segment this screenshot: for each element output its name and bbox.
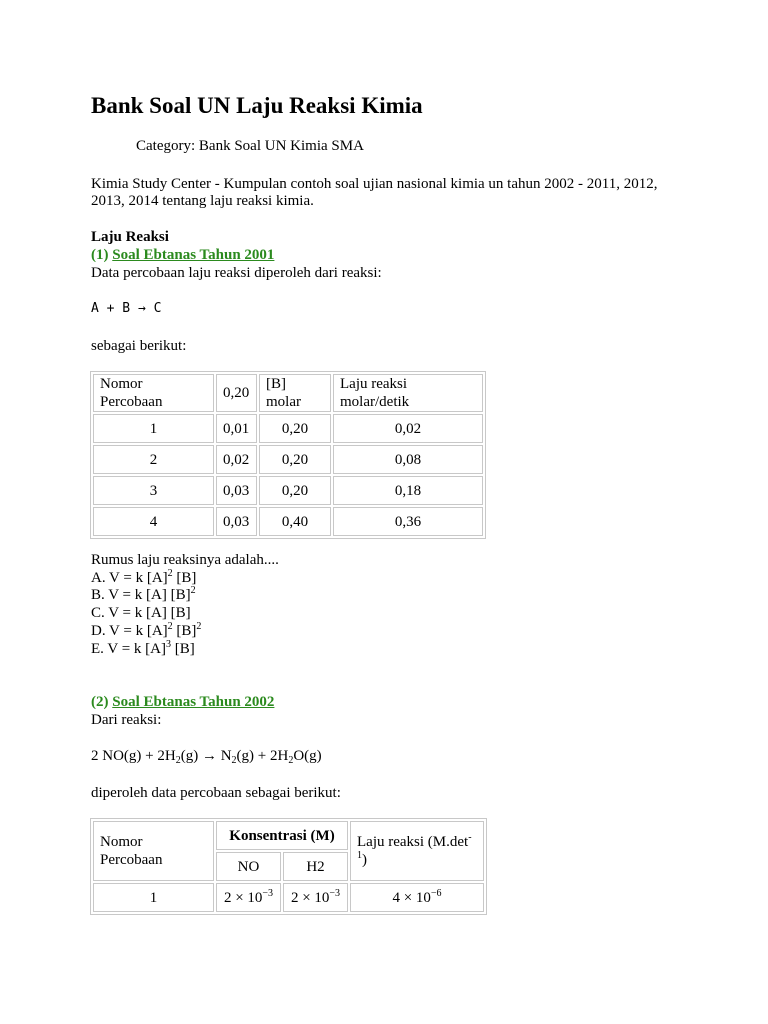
category-line: Category: Bank Soal UN Kimia SMA bbox=[136, 138, 364, 154]
table-cell bbox=[216, 883, 281, 912]
table-cell: 0,40 bbox=[259, 507, 331, 536]
q1-option-b bbox=[91, 586, 196, 604]
table-header-cell: Nomor Percobaan bbox=[93, 821, 214, 881]
table-cell: 0,01 bbox=[216, 414, 257, 443]
q2-heading bbox=[91, 693, 274, 711]
option-exponent: 3 bbox=[166, 639, 171, 650]
table-header-row bbox=[93, 821, 484, 850]
option-text: E. V = k [A] bbox=[91, 641, 166, 657]
table-cell: 1 bbox=[93, 414, 214, 443]
option-exponent: 2 bbox=[196, 621, 202, 632]
q1-option-c bbox=[91, 604, 191, 622]
option-text: [B] bbox=[172, 570, 197, 586]
table-cell: 0,02 bbox=[216, 445, 257, 474]
table-cell: 0,18 bbox=[333, 476, 483, 505]
table-cell: 0,08 bbox=[333, 445, 483, 474]
cell-exponent: −3 bbox=[262, 887, 274, 899]
table-header-cell: Laju reaksi molar/detik bbox=[333, 374, 483, 412]
q1-source-link[interactable]: Soal Ebtanas Tahun 2001 bbox=[112, 247, 275, 263]
table-cell: 2 bbox=[93, 445, 214, 474]
cell-base: 2 × 10 bbox=[223, 889, 263, 906]
intro-line-2: 2013, 2014 tentang laju reaksi kimia. bbox=[91, 193, 314, 209]
table-cell: 1 bbox=[93, 883, 214, 912]
table-header-cell: H2 bbox=[283, 852, 348, 881]
q1-option-e bbox=[91, 640, 195, 658]
table-row bbox=[93, 476, 483, 505]
reaction-text: (g) + 2H bbox=[236, 748, 289, 764]
reaction-text: O(g) bbox=[293, 748, 322, 764]
table-cell: 0,36 bbox=[333, 507, 483, 536]
option-text: B. V = k [A] [B] bbox=[91, 587, 191, 603]
option-text: C. V = k [A] [B] bbox=[91, 605, 191, 621]
table-header-row bbox=[93, 374, 483, 412]
q2-number: (2) bbox=[91, 694, 109, 710]
reaction-text: (g) → N bbox=[180, 748, 232, 764]
table-header-cell: NO bbox=[216, 852, 281, 881]
q2-lead: Dari reaksi: bbox=[91, 712, 162, 728]
table-header-cell bbox=[350, 821, 484, 881]
q1-lead: Data percobaan laju reaksi diperoleh dari reaksi: bbox=[91, 265, 382, 281]
reaction-subscript: 2 bbox=[288, 755, 294, 766]
q1-prompt: Rumus laju reaksinya adalah.... bbox=[91, 552, 279, 568]
reaction-subscript: 2 bbox=[231, 755, 237, 766]
option-exponent: 2 bbox=[167, 621, 173, 632]
q1-heading bbox=[91, 246, 274, 264]
q2-data-table bbox=[90, 818, 487, 915]
intro-line-1: Kimia Study Center - Kumpulan contoh soal ujian nasional kimia un tahun 2002 - 2011, 2012, bbox=[91, 176, 658, 192]
table-cell: 0,20 bbox=[259, 476, 331, 505]
cell-exponent: −3 bbox=[329, 887, 341, 899]
q2-source-link[interactable]: Soal Ebtanas Tahun 2002 bbox=[112, 694, 275, 710]
table-row bbox=[93, 445, 483, 474]
table-header-cell: 0,20 bbox=[216, 374, 257, 412]
q1-option-a bbox=[91, 569, 196, 587]
table-row bbox=[93, 414, 483, 443]
q2-reaction bbox=[91, 747, 322, 765]
option-text: [B] bbox=[171, 641, 195, 657]
table-cell: 0,03 bbox=[216, 476, 257, 505]
cell-base: 2 × 10 bbox=[290, 889, 330, 906]
table-header-cell: Konsentrasi (M) bbox=[216, 821, 348, 850]
q1-number: (1) bbox=[91, 247, 109, 263]
reaction-text: 2 NO(g) + 2H bbox=[91, 748, 176, 764]
table-header-cell: [B] molar bbox=[259, 374, 331, 412]
q2-after: diperoleh data percobaan sebagai berikut: bbox=[91, 785, 341, 801]
q1-data-table bbox=[90, 371, 486, 539]
q1-option-d bbox=[91, 622, 201, 640]
table-cell: 0,02 bbox=[333, 414, 483, 443]
table-cell: 3 bbox=[93, 476, 214, 505]
cell-base: 4 × 10 bbox=[392, 889, 431, 906]
q1-after: sebagai berikut: bbox=[91, 338, 187, 354]
table-header-cell: Nomor Percobaan bbox=[93, 374, 214, 412]
laju-header-close: ) bbox=[362, 852, 367, 868]
option-exponent: 2 bbox=[167, 568, 173, 579]
laju-header-text: Laju reaksi (M.det bbox=[357, 834, 469, 850]
table-row bbox=[93, 883, 484, 912]
table-cell: 0,03 bbox=[216, 507, 257, 536]
reaction-subscript: 2 bbox=[175, 755, 181, 766]
table-cell: 0,20 bbox=[259, 445, 331, 474]
table-cell: 4 bbox=[93, 507, 214, 536]
page-title: Bank Soal UN Laju Reaksi Kimia bbox=[91, 93, 423, 118]
option-exponent: 2 bbox=[190, 585, 196, 596]
table-cell: 0,20 bbox=[259, 414, 331, 443]
table-cell bbox=[283, 883, 348, 912]
option-text: D. V = k [A] bbox=[91, 623, 168, 639]
q1-reaction: A + B → C bbox=[91, 301, 162, 316]
section-heading: Laju Reaksi bbox=[91, 229, 169, 245]
option-text: [B] bbox=[172, 623, 197, 639]
option-text: A. V = k [A] bbox=[91, 570, 168, 586]
table-cell bbox=[350, 883, 484, 912]
laju-header-exponent: -1 bbox=[357, 832, 472, 861]
cell-exponent: −6 bbox=[430, 887, 442, 899]
table-row bbox=[93, 507, 483, 536]
